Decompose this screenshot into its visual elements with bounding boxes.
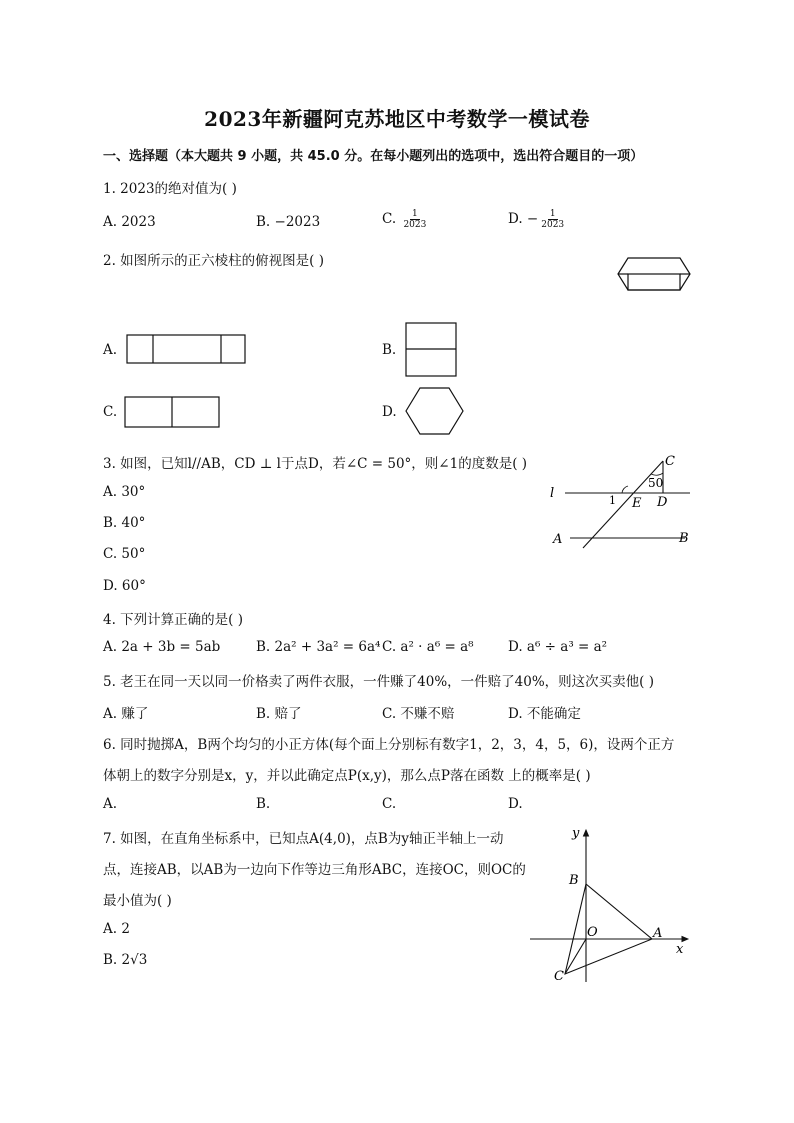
q3-stem: 3. 如图，已知l//AB，CD ⊥ l于点D，若∠C = 50°，则∠1的度数是( ) <box>103 456 528 472</box>
label-x-axis: x <box>676 942 684 957</box>
q4-option-c[interactable]: C. a² · a⁶ = a⁸ <box>382 639 474 655</box>
q3-option-b[interactable]: B. 40° <box>103 515 146 531</box>
q1-option-a[interactable]: A. 2023 <box>103 214 156 230</box>
q3-geometry-figure <box>545 448 695 550</box>
q2-option-a-figure <box>126 334 248 366</box>
label-b: B <box>679 531 689 546</box>
label-a: A <box>553 532 563 547</box>
q4-option-a[interactable]: A. 2a + 3b = 5ab <box>103 639 221 655</box>
q3-option-c[interactable]: C. 50° <box>103 546 146 562</box>
q3-option-d[interactable]: D. 60° <box>103 578 146 594</box>
q2-option-b-figure <box>405 322 459 378</box>
label-o: O <box>587 925 598 940</box>
q5-option-a[interactable]: A. 赚了 <box>103 706 149 722</box>
hexagonal-prism-figure <box>612 250 694 298</box>
q1-c-numerator: 1 <box>412 209 418 219</box>
q1-option-b[interactable]: B. −2023 <box>256 214 321 230</box>
q7-option-b[interactable]: B. 2√3 <box>103 952 148 968</box>
q7-stem-line1: 7. 如图，在直角坐标系中，已知点A(4,0)，点B为y轴正半轴上一动 <box>103 831 504 847</box>
q1-d-denominator: 2023 <box>541 220 565 230</box>
q1-option-d[interactable] <box>508 209 564 230</box>
q1-option-c-fraction <box>403 209 426 230</box>
q6-option-c[interactable]: C. <box>382 796 397 812</box>
q2-option-b[interactable]: B. <box>382 342 397 358</box>
q1-d-numerator: 1 <box>549 209 556 219</box>
q2-option-c-figure <box>124 396 222 430</box>
q1-option-d-fraction <box>541 209 564 230</box>
q1-stem: 1. 2023的绝对值为( ) <box>103 181 237 197</box>
q4-option-d[interactable]: D. a⁶ ÷ a³ = a² <box>508 639 608 655</box>
q6-option-b[interactable]: B. <box>256 796 271 812</box>
q5-stem: 5. 老王在同一天以同一价格卖了两件衣服，一件赚了40%，一件赔了40%，则这次买卖他( ) <box>103 674 655 690</box>
q2-stem: 2. 如图所示的正六棱柱的俯视图是( ) <box>103 253 324 269</box>
segment-oc <box>565 939 586 974</box>
q6-stem-line2: 体朝上的数字分别是x，y，并以此确定点P(x,y)，那么点P落在函数 上的概率是( ) <box>103 768 591 784</box>
label-y-axis: y <box>572 826 580 841</box>
q1-option-d-label: D. − <box>508 211 539 227</box>
q6-option-d[interactable]: D. <box>508 796 523 812</box>
q7-option-a[interactable]: A. 2 <box>103 921 130 937</box>
q7-stem-line2: 点，连接AB，以AB为一边向下作等边三角形ABC，连接OC，则OC的 <box>103 862 526 878</box>
q2-option-d-figure <box>404 386 466 438</box>
q7-coordinate-figure <box>525 822 695 992</box>
q5-option-d[interactable]: D. 不能确定 <box>508 706 581 722</box>
label-b: B <box>569 873 579 888</box>
q7-stem-line3: 最小值为( ) <box>103 893 172 909</box>
label-l: l <box>550 486 555 501</box>
label-a: A <box>653 926 663 941</box>
q2-option-d[interactable]: D. <box>382 404 397 420</box>
q5-option-b[interactable]: B. 赔了 <box>256 706 302 722</box>
q5-option-c[interactable]: C. 不赚不赔 <box>382 706 455 722</box>
label-e: E <box>632 496 642 511</box>
label-c: C <box>554 969 564 984</box>
q2-option-c[interactable]: C. <box>103 404 118 420</box>
label-d: D <box>657 495 668 510</box>
q6-stem-line1: 6. 同时抛掷A，B两个均匀的小正方体(每个面上分别标有数字1，2，3，4，5，6)，设两个正方 <box>103 737 675 753</box>
section-heading: 一、选择题（本大题共 9 小题，共 45.0 分。在每小题列出的选项中，选出符合题目的一项） <box>103 149 644 164</box>
page-title: 2023年新疆阿克苏地区中考数学一模试卷 <box>204 107 590 131</box>
q6-option-a[interactable]: A. <box>103 796 118 812</box>
q4-option-b[interactable]: B. 2a² + 3a² = 6a⁴ <box>256 639 381 655</box>
triangle-abc <box>565 884 652 974</box>
label-angle-50: 50 <box>648 476 664 490</box>
label-c: C <box>665 454 675 469</box>
q2-option-a[interactable]: A. <box>103 342 118 358</box>
q4-stem: 4. 下列计算正确的是( ) <box>103 612 243 628</box>
q3-option-a[interactable]: A. 30° <box>103 484 146 500</box>
label-angle-1: 1 <box>609 494 616 507</box>
q1-option-c[interactable] <box>382 209 426 230</box>
q1-c-denominator: 2023 <box>403 220 427 230</box>
q1-option-c-label: C. <box>382 211 401 227</box>
